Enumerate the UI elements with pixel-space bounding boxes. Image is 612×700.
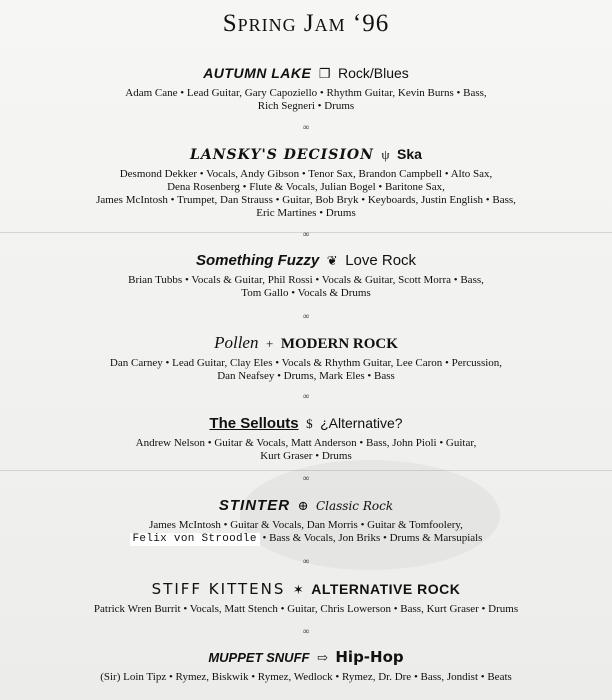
band-genre: Classic Rock (315, 499, 394, 513)
band-members (0, 603, 612, 616)
band-listing-stinter (0, 497, 612, 546)
arrow-right-icon: ⇨ (316, 650, 328, 665)
band-listing-something-fuzzy (0, 252, 612, 300)
section-divider: ∞ (302, 391, 310, 401)
band-members (0, 437, 612, 463)
band-heading (0, 580, 612, 600)
band-genre: Rock/Blues (338, 65, 409, 81)
band-listing-lanskys-decision (0, 145, 612, 220)
members-line: Rich Segneri • Drums (257, 100, 355, 112)
band-name: STINTER (218, 497, 291, 514)
typed-member-name: Felix von Stroodle (130, 533, 260, 546)
band-listing-stiff-kittens (0, 580, 612, 616)
band-heading (0, 334, 612, 354)
section-divider: ∞ (302, 626, 310, 636)
band-listing-muppet-snuff (0, 648, 612, 684)
members-line: James McIntosh • Guitar & Vocals, Dan Morris • Guitar & Tomfoolery, (149, 519, 463, 531)
band-listing-the-sellouts (0, 414, 612, 463)
box-icon: ❒ (318, 66, 331, 81)
members-line-rest: • Bass & Vocals, Jon Briks • Drums & Marsupials (262, 532, 483, 544)
dollar-icon: $ (306, 416, 313, 431)
band-heading (0, 64, 612, 84)
members-line: Tom Gallo • Vocals & Drums (241, 287, 371, 299)
band-members (0, 274, 612, 300)
members-line: Dan Neafsey • Drums, Mark Eles • Bass (217, 370, 395, 382)
band-genre: ¿Alternative? (320, 415, 403, 431)
psi-icon: ψ (381, 147, 390, 162)
band-listing-pollen (0, 334, 612, 383)
band-members (0, 168, 612, 220)
section-divider: ∞ (302, 122, 310, 132)
band-genre: ALTERNATIVE ROCK (311, 581, 461, 597)
band-heading (0, 497, 612, 516)
band-name: MUPPET SNUFF (208, 650, 310, 665)
members-line: (Sir) Loin Tipz • Rymez, Biskwik • Rymez, Wedlock • Rymez, Dr. Dre • Bass, Jondist • Beats (100, 671, 512, 683)
band-genre: MODERN ROCK (280, 336, 398, 352)
band-heading (0, 648, 612, 668)
members-line: Kurt Graser • Drums (260, 450, 352, 462)
band-members (0, 671, 612, 684)
members-line: Andrew Nelson • Guitar & Vocals, Matt Anderson • Bass, John Pioli • Guitar, (135, 437, 477, 449)
star-icon: ✶ (292, 582, 304, 597)
band-heading (0, 252, 612, 271)
members-line: Dena Rosenberg • Flute & Vocals, Julian Bogel • Baritone Sax, (167, 181, 445, 193)
heart-icon: ❦ (326, 253, 338, 268)
members-line: Adam Cane • Lead Guitar, Gary Capoziello • Rhythm Guitar, Kevin Burns • Bass, (125, 87, 487, 99)
band-name: Something Fuzzy (195, 252, 320, 269)
band-genre: Hip-Hop (335, 648, 404, 666)
crosshair-circle-icon: ⊕ (297, 498, 309, 513)
section-divider: ∞ (302, 229, 310, 239)
section-divider: ∞ (302, 473, 310, 483)
members-line: Brian Tubbs • Vocals & Guitar, Phil Rossi • Vocals & Guitar, Scott Morra • Bass, (128, 274, 484, 286)
band-members (0, 519, 612, 546)
fold-crease (0, 470, 612, 471)
members-line: Patrick Wren Burrit • Vocals, Matt Stench • Guitar, Chris Lowerson • Bass, Kurt Graser • Drums (93, 603, 519, 615)
band-listing-autumn-lake (0, 64, 612, 113)
band-name: LANSKY'S DECISION (190, 147, 374, 163)
band-name: AUTUMN LAKE (203, 65, 312, 81)
band-name: Pollen (214, 333, 259, 352)
band-members (0, 87, 612, 113)
band-members (0, 357, 612, 383)
band-name: STIFF KITTENS (151, 580, 286, 598)
band-genre: Ska (397, 146, 422, 162)
band-heading (0, 414, 612, 434)
members-line (0, 532, 612, 546)
section-divider: ∞ (302, 311, 310, 321)
section-divider: ∞ (302, 556, 310, 566)
members-line: James McIntosh • Trumpet, Dan Strauss • Guitar, Bob Bryk • Keyboards, Justin English • Bass, (96, 194, 516, 206)
members-line: Desmond Dekker • Vocals, Andy Gibson • Tenor Sax, Brandon Campbell • Alto Sax, (119, 168, 493, 180)
plus-icon: + (265, 336, 274, 351)
members-line: Eric Martines • Drums (256, 207, 356, 219)
page-title: Spring Jam ‘96 (222, 10, 390, 37)
band-genre: Love Rock (345, 252, 417, 269)
band-name: The Sellouts (209, 415, 299, 432)
band-heading (0, 145, 612, 165)
members-line: Dan Carney • Lead Guitar, Clay Eles • Vocals & Rhythm Guitar, Lee Caron • Percussion, (109, 357, 503, 369)
